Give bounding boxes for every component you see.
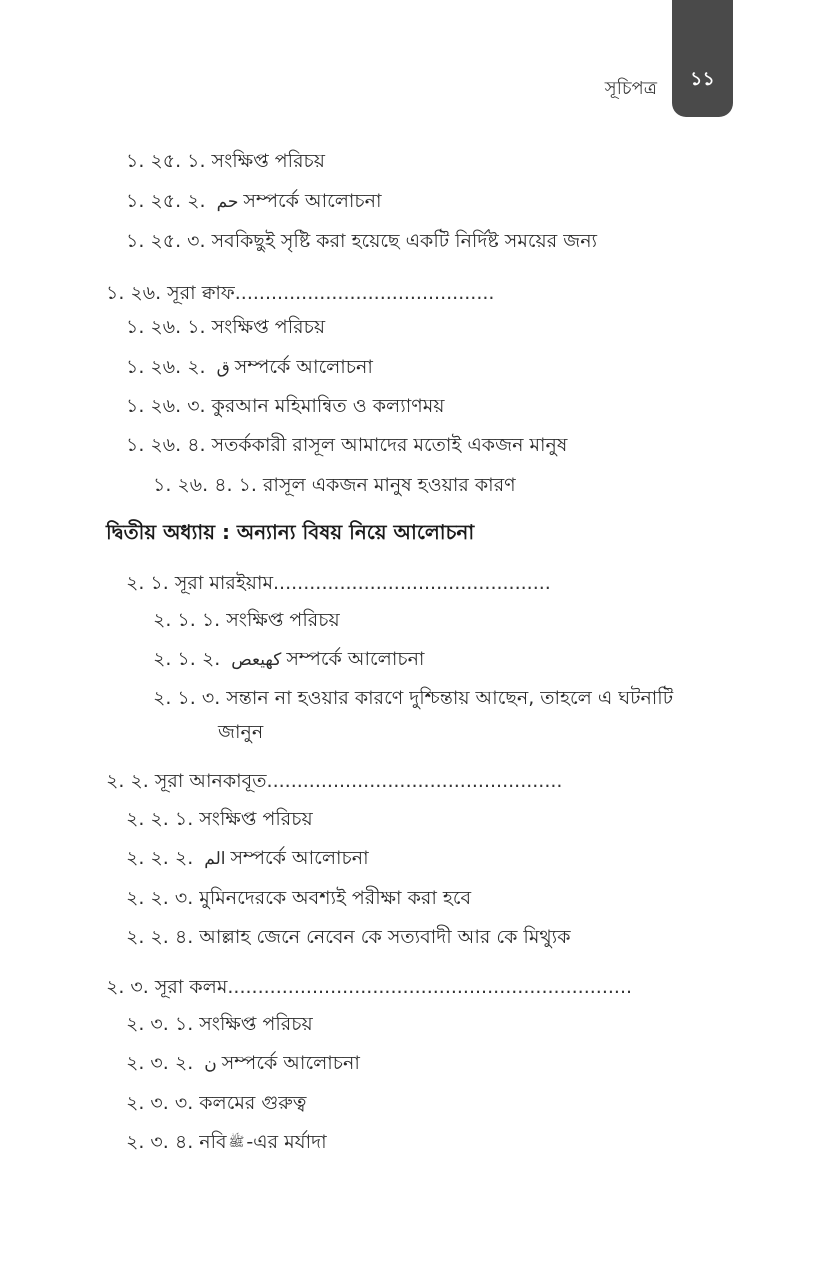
entry-number: ১. ২৬. ২.	[126, 356, 206, 378]
entry-number: ১. ২৬. ৪.	[126, 434, 206, 456]
entry-title: সতর্ককারী রাসূল আমাদের মতোই একজন মানুষ	[211, 434, 568, 456]
chapter-heading[interactable]: দ্বিতীয় অধ্যায় : অন্যান্য বিষয় নিয়ে আলোচনা	[106, 520, 475, 544]
toc-entry[interactable]	[153, 472, 516, 499]
toc-entry[interactable]	[126, 924, 571, 951]
entry-number: ২. ৩.	[106, 976, 149, 998]
entry-title: সম্পর্কে আলোচনা	[234, 356, 373, 378]
toc-entry[interactable]	[126, 1011, 313, 1038]
entry-title: সম্পর্কে আলোচনা	[230, 847, 369, 869]
entry-title: সংক্ষিপ্ত পরিচয়	[199, 1013, 313, 1035]
entry-title: সংক্ষিপ্ত পরিচয়	[211, 316, 326, 338]
toc-entry[interactable]	[126, 885, 471, 912]
toc-entry[interactable]	[126, 845, 369, 873]
toc-entry[interactable]	[126, 148, 325, 175]
entry-number: ১. ২৫. ৩.	[126, 230, 206, 252]
toc-entry[interactable]	[153, 685, 673, 712]
honorific-glyph: ﷺ	[228, 1135, 245, 1150]
entry-number: ১. ২৬.	[106, 282, 162, 304]
entry-number: ১. ২৬. ১.	[126, 316, 206, 338]
toc-section-entry[interactable]	[106, 768, 562, 795]
toc-entry[interactable]	[126, 1090, 306, 1117]
entry-number: ২. ৩. ৩.	[126, 1092, 194, 1114]
entry-title: সূরা কলম	[154, 976, 228, 998]
entry-title: সম্পর্কে আলোচনা	[221, 1052, 360, 1074]
toc-section-entry[interactable]	[106, 280, 494, 307]
toc-entry[interactable]	[126, 1050, 360, 1078]
entry-number: ২. ১. ৩.	[153, 687, 221, 709]
arabic-letters: الم	[204, 849, 226, 869]
section-title: সূচিপত্র	[604, 78, 657, 99]
entry-number: ২. ৩. ১.	[126, 1013, 194, 1035]
toc-entry[interactable]	[153, 607, 340, 634]
entry-title: সম্পর্কে আলোচনা	[243, 190, 382, 212]
leader-dots: ...........................................	[234, 282, 495, 304]
entry-title: সংক্ষিপ্ত পরিচয়	[226, 609, 340, 631]
entry-title: কুরআন মহিমান্বিত ও কল্যাণময়	[211, 395, 445, 417]
entry-number: ২. ৩. ৪.	[126, 1131, 194, 1153]
entry-number: ২. ৩. ২.	[126, 1052, 194, 1074]
entry-number: ২. ১. ২.	[153, 648, 221, 670]
arabic-letters: ق	[216, 358, 230, 378]
entry-title: সংক্ষিপ্ত পরিচয়	[199, 808, 313, 830]
entry-title: রাসূল একজন মানুষ হওয়ার কারণ	[262, 474, 516, 496]
entry-number: ১. ২৫. ১.	[126, 150, 206, 172]
toc-entry[interactable]	[126, 1129, 327, 1156]
entry-title: মুমিনদেরকে অবশ্যই পরীক্ষা করা হবে	[199, 887, 472, 909]
entry-title: সবকিছুই সৃষ্টি করা হয়েছে একটি নির্দিষ্ট সময়ের জন্য	[211, 230, 598, 252]
toc-entry[interactable]	[126, 228, 597, 255]
entry-number: ১. ২৬. ৩.	[126, 395, 206, 417]
entry-number: ২. ২. ১.	[126, 808, 194, 830]
toc-entry[interactable]	[126, 188, 382, 216]
entry-number: ২. ২.	[106, 770, 149, 792]
entry-number: ২. ২. ৩.	[126, 887, 194, 909]
entry-title-suffix: -এর মর্যাদা	[246, 1131, 327, 1153]
leader-dots: ...................................................................	[227, 976, 633, 998]
entry-number: ২. ২. ২.	[126, 847, 194, 869]
entry-number: ২. ১. ১.	[153, 609, 221, 631]
toc-entry[interactable]	[126, 314, 325, 341]
entry-title: আল্লাহ জেনে নেবেন কে সত্যবাদী আর কে মিথ্যুক	[199, 926, 571, 948]
leader-dots: .................................................	[266, 770, 563, 792]
entry-title: সূরা মারইয়াম	[174, 572, 274, 594]
toc-entry[interactable]	[126, 432, 567, 459]
toc-entry[interactable]	[126, 354, 373, 382]
page-number-tab	[672, 0, 733, 117]
entry-title: সূরা আনকাবূত	[154, 770, 267, 792]
entry-number: ১. ২৬. ৪. ১.	[153, 474, 257, 496]
toc-entry[interactable]	[153, 646, 424, 674]
leader-dots: ..............................................	[273, 572, 551, 594]
entry-number: ২. ২. ৪.	[126, 926, 194, 948]
entry-title: নবি	[199, 1131, 227, 1153]
arabic-letters: ن	[204, 1054, 217, 1074]
entry-title: সন্তান না হওয়ার কারণে দুশ্চিন্তায় আছেন, তাহলে এ ঘটনাটি	[226, 687, 674, 709]
toc-section-entry[interactable]	[106, 974, 632, 1001]
arabic-letters: حم	[216, 192, 239, 212]
entry-title: সম্পর্কে আলোচনা	[286, 648, 425, 670]
entry-number: ১. ২৫. ২.	[126, 190, 206, 212]
toc-section-entry[interactable]	[126, 570, 551, 597]
entry-continuation: জানুন	[218, 721, 264, 743]
entry-number: ২. ১.	[126, 572, 169, 594]
arabic-letters: كهيعص	[231, 650, 282, 670]
page-number: ১১	[690, 68, 715, 90]
toc-entry[interactable]	[126, 806, 313, 833]
entry-title: কলমের গুরুত্ব	[199, 1092, 307, 1114]
entry-title: সূরা ক্বাফ	[167, 282, 235, 304]
entry-title: সংক্ষিপ্ত পরিচয়	[211, 150, 325, 172]
toc-entry[interactable]	[126, 393, 444, 420]
